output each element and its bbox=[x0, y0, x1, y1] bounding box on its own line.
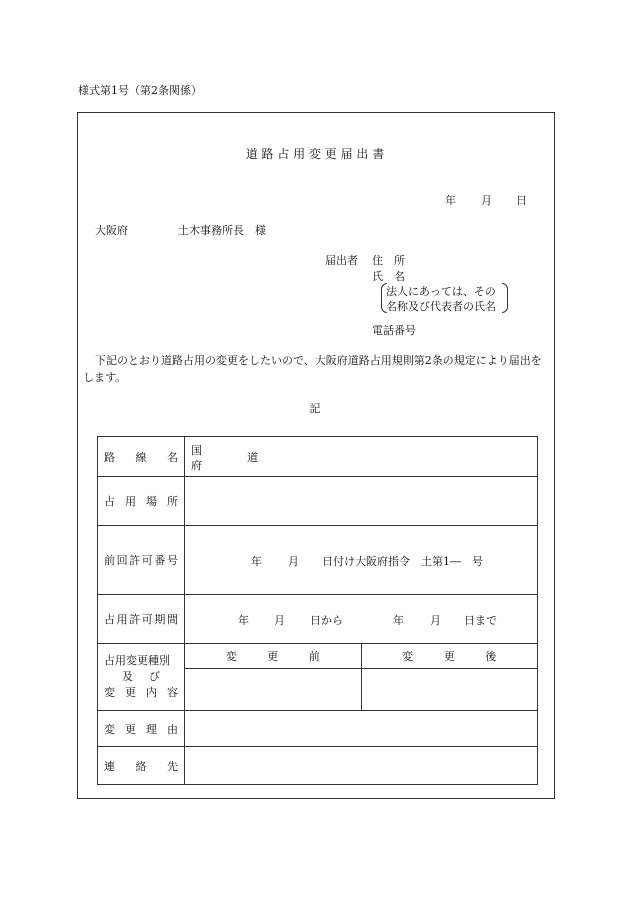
spread-label bbox=[98, 758, 184, 774]
label-char: 線 bbox=[135, 450, 147, 464]
period-month-to: 月 bbox=[430, 614, 441, 627]
spread-label bbox=[98, 552, 184, 568]
label-char: 及 bbox=[122, 670, 133, 683]
label-char: 変 bbox=[225, 650, 237, 663]
spread-label bbox=[104, 653, 178, 669]
after-change-header bbox=[362, 644, 538, 669]
label-char: 絡 bbox=[135, 759, 147, 773]
spread-label bbox=[402, 648, 496, 664]
row-prev-permit bbox=[98, 526, 538, 595]
label-text: 占用変更種別 bbox=[104, 654, 170, 667]
before-change-input[interactable] bbox=[185, 669, 361, 710]
spread-label bbox=[98, 449, 184, 465]
spread-label bbox=[98, 611, 184, 627]
contact-cell[interactable] bbox=[185, 747, 538, 785]
addressee-prefecture: 大阪府 bbox=[95, 224, 128, 237]
route-name-cell[interactable] bbox=[185, 437, 538, 477]
label-char: 番 bbox=[154, 554, 166, 567]
label-char: 間 bbox=[166, 613, 178, 626]
label-char: 由 bbox=[167, 722, 178, 736]
notifier-label: 届出者 bbox=[325, 254, 358, 267]
spread-label bbox=[226, 648, 320, 664]
prev-permit-label bbox=[98, 526, 185, 595]
right-bracket bbox=[502, 283, 508, 313]
label-char: 変 bbox=[104, 686, 115, 699]
route-kind-prefectural: 府 bbox=[191, 459, 202, 472]
row-place bbox=[98, 477, 538, 526]
phone-label: 電話番号 bbox=[372, 324, 416, 337]
form-number-label: 様式第1号（第2条関係） bbox=[78, 84, 202, 97]
period-cell[interactable] bbox=[185, 595, 538, 644]
place-label bbox=[98, 477, 185, 526]
label-char: 先 bbox=[167, 759, 178, 773]
reason-cell[interactable] bbox=[185, 711, 538, 747]
label-char: 容 bbox=[167, 686, 178, 699]
route-name-label bbox=[98, 437, 185, 477]
spread-label bbox=[98, 721, 184, 737]
period-year-from: 年 bbox=[238, 614, 249, 627]
row-period bbox=[98, 595, 538, 644]
row-reason bbox=[98, 711, 538, 747]
change-kind-label bbox=[98, 644, 185, 711]
period-label bbox=[98, 595, 185, 644]
label-char: 回 bbox=[116, 554, 128, 567]
label-char: 変 bbox=[402, 650, 414, 663]
address-label: 住 所 bbox=[372, 254, 405, 267]
before-change-header bbox=[185, 644, 361, 669]
row-contact bbox=[98, 747, 538, 785]
prev-permit-cell[interactable] bbox=[185, 526, 538, 595]
label-char: 前 bbox=[308, 650, 320, 663]
label-char: 前 bbox=[104, 554, 115, 567]
label-char: 理 bbox=[146, 722, 157, 736]
label-char: 占 bbox=[104, 495, 115, 508]
prev-permit-suffix: 日付け大阪府指令 土第1― 号 bbox=[322, 555, 483, 568]
notification-table bbox=[97, 436, 538, 785]
label-char: 内 bbox=[146, 686, 157, 699]
reason-label bbox=[98, 711, 185, 747]
addressee-title: 土木事務所長 様 bbox=[178, 224, 266, 237]
label-char: 場 bbox=[146, 495, 157, 508]
period-day-from: 日から bbox=[310, 614, 343, 627]
body-text: 下記のとおり道路占用の変更をしたいので、大阪府道路占用規則第2条の規定により届出をします。 bbox=[83, 354, 542, 384]
label-char: 用 bbox=[116, 613, 128, 626]
label-char: 更 bbox=[125, 686, 136, 699]
label-char: 可 bbox=[141, 554, 153, 567]
change-kind-line-3 bbox=[98, 685, 184, 701]
change-kind-line-1 bbox=[98, 653, 184, 669]
corporation-note-line-1: 法人にあっては、その bbox=[386, 285, 496, 298]
label-char: 変 bbox=[104, 722, 115, 736]
label-char: び bbox=[149, 670, 160, 683]
change-kind-line-2 bbox=[98, 669, 184, 685]
label-char: 路 bbox=[104, 450, 115, 464]
label-char: 更 bbox=[267, 650, 279, 663]
after-change-column bbox=[361, 644, 538, 710]
corporation-note-line-2: 名称及び代表者の氏名 bbox=[386, 300, 496, 313]
route-kind-national: 国 bbox=[191, 444, 202, 457]
period-day-to: 日まで bbox=[464, 614, 497, 627]
label-char: 許 bbox=[129, 554, 141, 567]
label-char: 可 bbox=[141, 613, 153, 626]
label-char: 用 bbox=[125, 495, 136, 508]
spread-label bbox=[122, 669, 160, 685]
label-char: 期 bbox=[154, 613, 166, 626]
date-year-label: 年 bbox=[445, 194, 456, 207]
before-change-column bbox=[185, 644, 361, 710]
period-year-to: 年 bbox=[393, 614, 404, 627]
after-change-input[interactable] bbox=[362, 669, 538, 710]
spread-label bbox=[104, 685, 178, 701]
row-change-kind bbox=[98, 644, 538, 711]
period-month-from: 月 bbox=[274, 614, 285, 627]
row-route-name bbox=[98, 437, 538, 477]
label-char: 占 bbox=[104, 613, 115, 626]
label-char: 所 bbox=[167, 495, 178, 508]
name-label: 氏 名 bbox=[372, 270, 405, 283]
label-char: 名 bbox=[167, 450, 178, 464]
spread-label bbox=[98, 493, 184, 509]
label-char: 号 bbox=[166, 554, 178, 567]
change-kind-cell bbox=[185, 644, 538, 711]
label-char: 許 bbox=[129, 613, 141, 626]
place-cell[interactable] bbox=[185, 477, 538, 526]
prev-permit-month: 月 bbox=[288, 555, 299, 568]
corporation-note bbox=[381, 283, 508, 313]
route-road-label: 道 bbox=[247, 451, 258, 464]
label-char: 更 bbox=[125, 722, 136, 736]
label-char: 連 bbox=[104, 759, 115, 773]
contact-label bbox=[98, 747, 185, 785]
date-month-label: 月 bbox=[481, 194, 492, 207]
ki-label: 記 bbox=[309, 402, 321, 415]
prev-permit-year: 年 bbox=[251, 555, 262, 568]
label-char: 更 bbox=[443, 650, 455, 663]
date-day-label: 日 bbox=[516, 194, 527, 207]
label-char: 後 bbox=[485, 650, 497, 663]
document-title: 道 路 占 用 変 更 届 出 書 bbox=[245, 147, 385, 161]
